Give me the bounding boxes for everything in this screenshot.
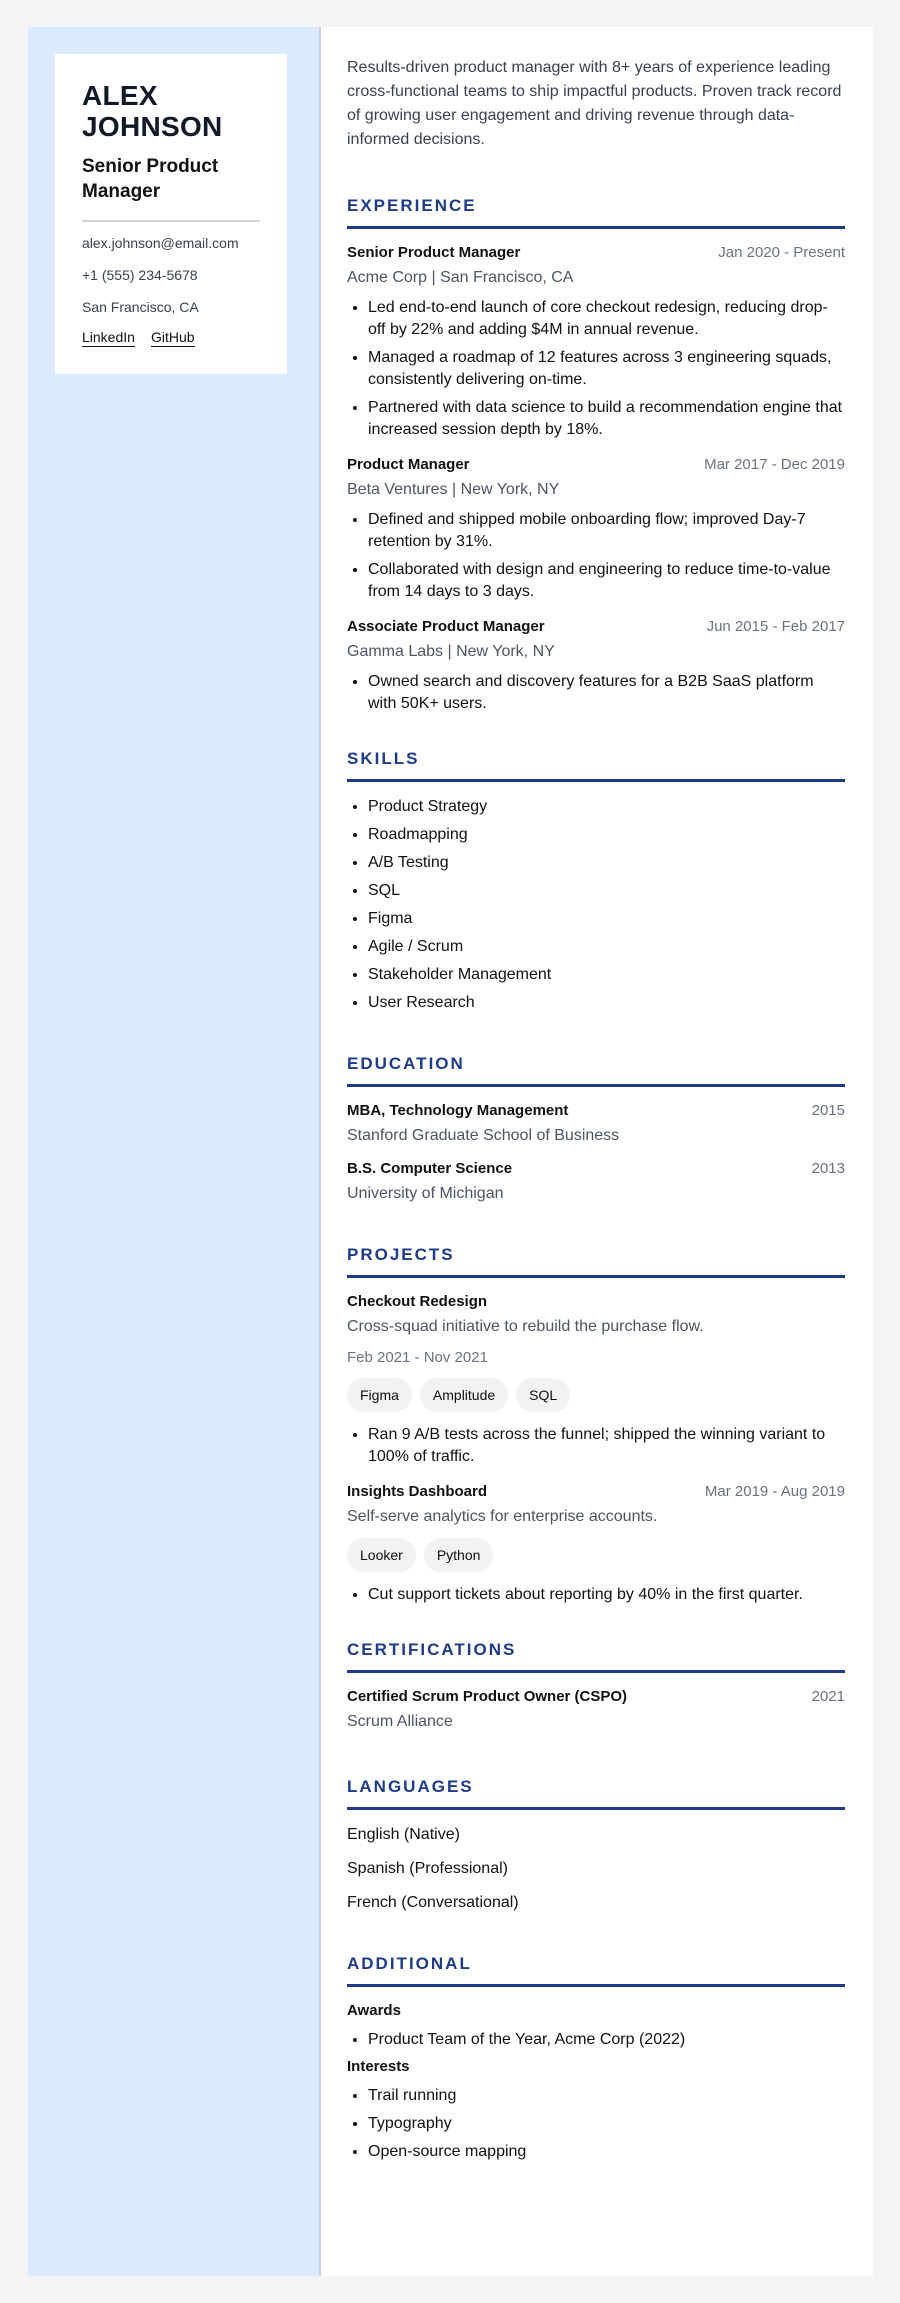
bullet-item: • Led end-to-end launch of core checkout redesign, reducing drop-off by 22% and adding $4M in annual revenue. bbox=[368, 297, 845, 341]
project-name: Insights Dashboard bbox=[347, 1483, 488, 1500]
language-item: English (Native) bbox=[347, 1826, 460, 1843]
project-dates: Feb 2021 - Nov 2021 bbox=[347, 1349, 488, 1366]
skill-item: • Figma bbox=[368, 908, 845, 930]
profile-card bbox=[55, 54, 287, 374]
job-bullets bbox=[347, 671, 845, 715]
school: University of Michigan bbox=[347, 1185, 504, 1202]
certification-year: 2021 bbox=[811, 1688, 845, 1705]
job-title: Associate Product Manager bbox=[347, 618, 545, 635]
bullet-item: • Owned search and discovery features for a B2B SaaS platform with 50K+ users. bbox=[368, 671, 845, 715]
skill-item: • Agile / Scrum bbox=[368, 936, 845, 958]
project-description: Self-serve analytics for enterprise accounts. bbox=[347, 1508, 658, 1525]
section-title-education: EDUCATION bbox=[347, 1054, 845, 1087]
section-title-projects: PROJECTS bbox=[347, 1245, 845, 1278]
skill-item: • Roadmapping bbox=[368, 824, 845, 846]
project-bullets bbox=[347, 1584, 845, 1606]
additional-section bbox=[347, 1954, 845, 2163]
section-title-additional: ADDITIONAL bbox=[347, 1954, 845, 1987]
interest-item: • Open-source mapping bbox=[368, 2141, 845, 2163]
job-title: Senior Product Manager bbox=[347, 244, 521, 261]
sidebar bbox=[28, 27, 321, 2276]
job-company: Acme Corp | San Francisco, CA bbox=[347, 269, 574, 286]
graduation-year: 2015 bbox=[811, 1102, 845, 1119]
bullet-item: • Cut support tickets about reporting by 40% in the first quarter. bbox=[368, 1584, 845, 1606]
degree: MBA, Technology Management bbox=[347, 1102, 569, 1119]
interests-list bbox=[347, 2085, 845, 2163]
languages-list bbox=[347, 1824, 845, 1914]
job-bullets bbox=[347, 297, 845, 441]
section-title-skills: SKILLS bbox=[347, 749, 845, 782]
candidate-name: ALEX JOHNSON bbox=[82, 80, 223, 142]
project-header bbox=[347, 1482, 845, 1502]
tag-chip: Figma bbox=[347, 1378, 412, 1412]
education-section bbox=[347, 1054, 845, 1205]
job-dates: Jun 2015 - Feb 2017 bbox=[706, 618, 845, 635]
bullet-item: • Ran 9 A/B tests across the funnel; shipped the winning variant to 100% of traffic. bbox=[368, 1424, 845, 1468]
experience-item bbox=[347, 243, 845, 441]
languages-section bbox=[347, 1777, 845, 1914]
job-bullets bbox=[347, 509, 845, 603]
award-item: • Product Team of the Year, Acme Corp (2022) bbox=[368, 2029, 845, 2051]
interest-item: • Trail running bbox=[368, 2085, 845, 2107]
candidate-title: Senior Product Manager bbox=[82, 156, 219, 202]
skills-section bbox=[347, 749, 845, 1014]
project-bullets bbox=[347, 1424, 845, 1468]
skills-list bbox=[347, 796, 845, 1014]
experience-item bbox=[347, 617, 845, 715]
job-company: Beta Ventures | New York, NY bbox=[347, 481, 560, 498]
profile-links bbox=[82, 329, 260, 347]
project-tags bbox=[347, 1378, 845, 1412]
certification-issuer: Scrum Alliance bbox=[347, 1713, 453, 1730]
main-content bbox=[321, 27, 873, 2276]
section-title-languages: LANGUAGES bbox=[347, 1777, 845, 1810]
project-item bbox=[347, 1482, 845, 1606]
skill-item: • Product Strategy bbox=[368, 796, 845, 818]
experience-header bbox=[347, 455, 845, 475]
skill-item: • SQL bbox=[368, 880, 845, 902]
email: alex.johnson@email.com bbox=[82, 235, 239, 251]
projects-section bbox=[347, 1245, 845, 1606]
location: San Francisco, CA bbox=[82, 299, 199, 315]
education-header bbox=[347, 1159, 845, 1179]
tag-chip: SQL bbox=[516, 1378, 570, 1412]
github-link[interactable]: GitHub bbox=[150, 329, 195, 345]
tag-chip: Amplitude bbox=[420, 1378, 508, 1412]
linkedin-link[interactable]: LinkedIn bbox=[82, 329, 135, 345]
resume-page bbox=[28, 27, 873, 2276]
bullet-item: • Managed a roadmap of 12 features across 3 engineering squads, consistently delivering on-time. bbox=[368, 347, 845, 391]
experience-item bbox=[347, 455, 845, 603]
bullet-item: • Partnered with data science to build a recommendation engine that increased session depth by 18%. bbox=[368, 397, 845, 441]
graduation-year: 2013 bbox=[811, 1160, 845, 1177]
skill-item: • Stakeholder Management bbox=[368, 964, 845, 986]
school: Stanford Graduate School of Business bbox=[347, 1127, 620, 1144]
language-item: French (Conversational) bbox=[347, 1894, 519, 1911]
education-header bbox=[347, 1101, 845, 1121]
experience-header bbox=[347, 243, 845, 263]
education-list bbox=[347, 1101, 845, 1205]
bullet-item: • Defined and shipped mobile onboarding flow; improved Day-7 retention by 31%. bbox=[368, 509, 845, 553]
degree: B.S. Computer Science bbox=[347, 1160, 513, 1177]
certification-header bbox=[347, 1687, 845, 1707]
bullet-item: • Collaborated with design and engineering to reduce time-to-value from 14 days to 3 days. bbox=[368, 559, 845, 603]
projects-list bbox=[347, 1292, 845, 1606]
experience-section bbox=[347, 196, 845, 715]
job-company: Gamma Labs | New York, NY bbox=[347, 643, 555, 660]
language-item: Spanish (Professional) bbox=[347, 1860, 508, 1877]
job-title: Product Manager bbox=[347, 456, 470, 473]
education-item bbox=[347, 1101, 845, 1147]
job-dates: Jan 2020 - Present bbox=[718, 244, 845, 261]
divider bbox=[82, 220, 260, 222]
skill-item: • User Research bbox=[368, 992, 845, 1014]
education-item bbox=[347, 1159, 845, 1205]
tag-chip: Python bbox=[424, 1538, 494, 1572]
experience-header bbox=[347, 617, 845, 637]
interest-item: • Typography bbox=[368, 2113, 845, 2135]
certifications-section bbox=[347, 1640, 845, 1733]
tag-chip: Looker bbox=[347, 1538, 416, 1572]
certifications-list bbox=[347, 1687, 845, 1733]
summary: Results-driven product manager with 8+ years of experience leading cross-functional teams to ship impactful products. Proven track record of growing user engagement and driving revenue through data-informed decisions. bbox=[347, 59, 842, 148]
certification-name: Certified Scrum Product Owner (CSPO) bbox=[347, 1688, 628, 1705]
project-description: Cross-squad initiative to rebuild the purchase flow. bbox=[347, 1318, 704, 1335]
certification-item bbox=[347, 1687, 845, 1733]
experience-list bbox=[347, 243, 845, 715]
project-tags bbox=[347, 1538, 845, 1572]
section-title-certifications: CERTIFICATIONS bbox=[347, 1640, 845, 1673]
phone: +1 (555) 234-5678 bbox=[82, 267, 198, 283]
interests-heading: Interests bbox=[347, 2058, 410, 2075]
job-dates: Mar 2017 - Dec 2019 bbox=[704, 456, 845, 473]
project-name: Checkout Redesign bbox=[347, 1293, 488, 1310]
awards-heading: Awards bbox=[347, 2002, 401, 2019]
project-dates: Mar 2019 - Aug 2019 bbox=[704, 1483, 845, 1500]
project-item bbox=[347, 1292, 845, 1468]
skill-item: • A/B Testing bbox=[368, 852, 845, 874]
section-title-experience: EXPERIENCE bbox=[347, 196, 845, 229]
awards-list bbox=[347, 2029, 845, 2051]
